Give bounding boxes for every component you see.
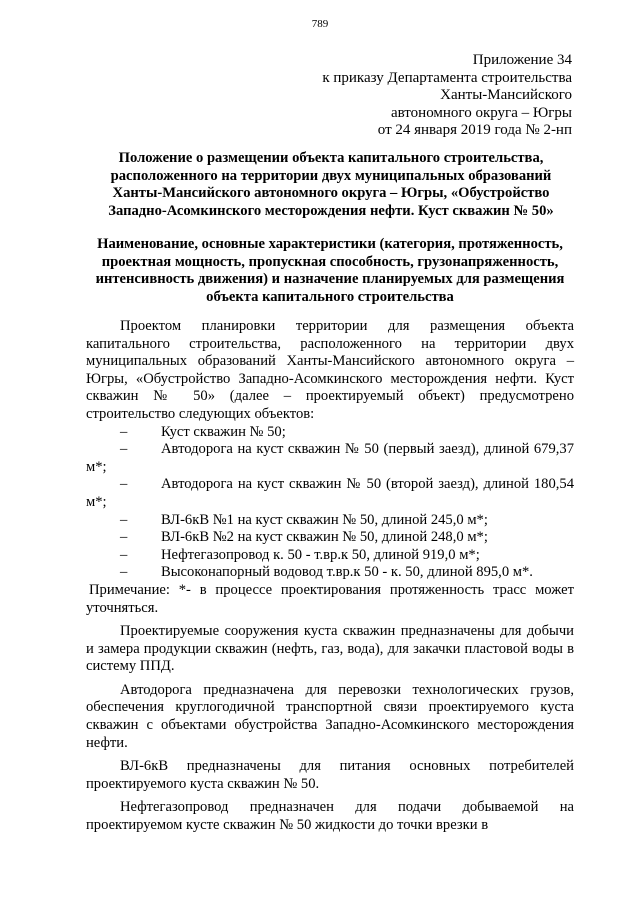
appendix-header	[242, 52, 572, 140]
heading-line: Наименование, основные характеристики (категория, протяженность,	[97, 236, 563, 252]
list-item-text: ВЛ-6кВ №2 на куст скважин № 50, длиной 248,0 м*;	[161, 529, 488, 546]
list-item-text: Автодорога на куст скважин № 50 (первый заезд), длиной 679,37 м*;	[86, 441, 574, 475]
paragraph: Нефтегазопровод предназначен для подачи добываемой на проектируемом кусте скважин № 50 жидкости до точки врезки в	[86, 799, 574, 834]
list-item	[86, 512, 574, 530]
section-heading	[76, 236, 584, 306]
paragraph: Автодорога предназначена для перевозки технологических грузов, обеспечения круглогодичной транспортной связи проектируемого куста скважин с объектами обустройства Западно-Асомкинского месторождения нефти.	[86, 681, 574, 751]
intro-paragraph: Проектом планировки территории для размещения объекта капитального строительства, расположенного на территории двух муниципальных образований Ханты-Мансийского автономного округа – Югры, «Обустройство Западно-Асомкинского месторождения нефти. Куст скважин № 50» (далее – проектируемый объект) предусмотрено строительство следующих объектов:	[86, 318, 574, 422]
title-line: расположенного на территории двух муниципальных образований	[110, 167, 552, 184]
list-item-text: ВЛ-6кВ №1 на куст скважин № 50, длиной 245,0 м*;	[161, 511, 488, 528]
paragraph: Проектируемые сооружения куста скважин предназначены для добычи и замера продукции скважин (нефть, газ, вода), для закачки пластовой воды в систему ППД.	[86, 623, 574, 675]
list-item-text: Куст скважин № 50;	[161, 423, 286, 440]
list-dash: –	[120, 529, 128, 546]
list-item	[86, 564, 574, 582]
title-line: Ханты-Мансийского автономного округа – Югры, «Обустройство	[112, 185, 550, 201]
list-item	[86, 476, 574, 511]
page-number: 789	[311, 18, 329, 30]
heading-line: объекта капитального строительства	[206, 288, 454, 305]
list-item	[86, 529, 574, 547]
document-title	[86, 150, 576, 220]
title-line: Положение о размещении объекта капитального строительства,	[118, 150, 544, 166]
list-item	[86, 424, 574, 442]
list-item	[86, 441, 574, 476]
list-dash: –	[120, 564, 128, 581]
body-text	[86, 318, 574, 835]
appendix-line: к приказу Департамента строительства	[322, 69, 572, 86]
appendix-line: автономного округа – Югры	[390, 104, 572, 121]
appendix-line: Ханты-Мансийского	[440, 87, 572, 103]
heading-line: проектная мощность, пропускная способность, грузонапряженность,	[101, 253, 559, 270]
appendix-line: от 24 января 2019 года № 2-нп	[377, 122, 572, 138]
list-dash: –	[120, 546, 128, 563]
title-line: Западно-Асомкинского месторождения нефти. Куст скважин № 50»	[108, 202, 554, 219]
list-item-text: Нефтегазопровод к. 50 - т.вр.к 50, длиной 919,0 м*;	[161, 546, 480, 563]
list-item-text: Высоконапорный водовод т.вр.к 50 - к. 50, длиной 895,0 м*.	[161, 564, 533, 581]
list-dash: –	[120, 476, 128, 493]
list-dash: –	[120, 423, 128, 440]
heading-line: интенсивность движения) и назначение планируемых для размещения	[95, 271, 565, 287]
list-dash: –	[120, 441, 128, 458]
list-item-text: Автодорога на куст скважин № 50 (второй заезд), длиной 180,54 м*;	[86, 476, 574, 510]
note-paragraph: Примечание: *- в процессе проектирования протяженность трасс может уточняться.	[86, 581, 574, 616]
paragraph: ВЛ-6кВ предназначены для питания основных потребителей проектируемого куста скважин № 50.	[86, 758, 574, 792]
list-dash: –	[120, 511, 128, 528]
appendix-line: Приложение 34	[472, 52, 572, 68]
list-item	[86, 547, 574, 565]
